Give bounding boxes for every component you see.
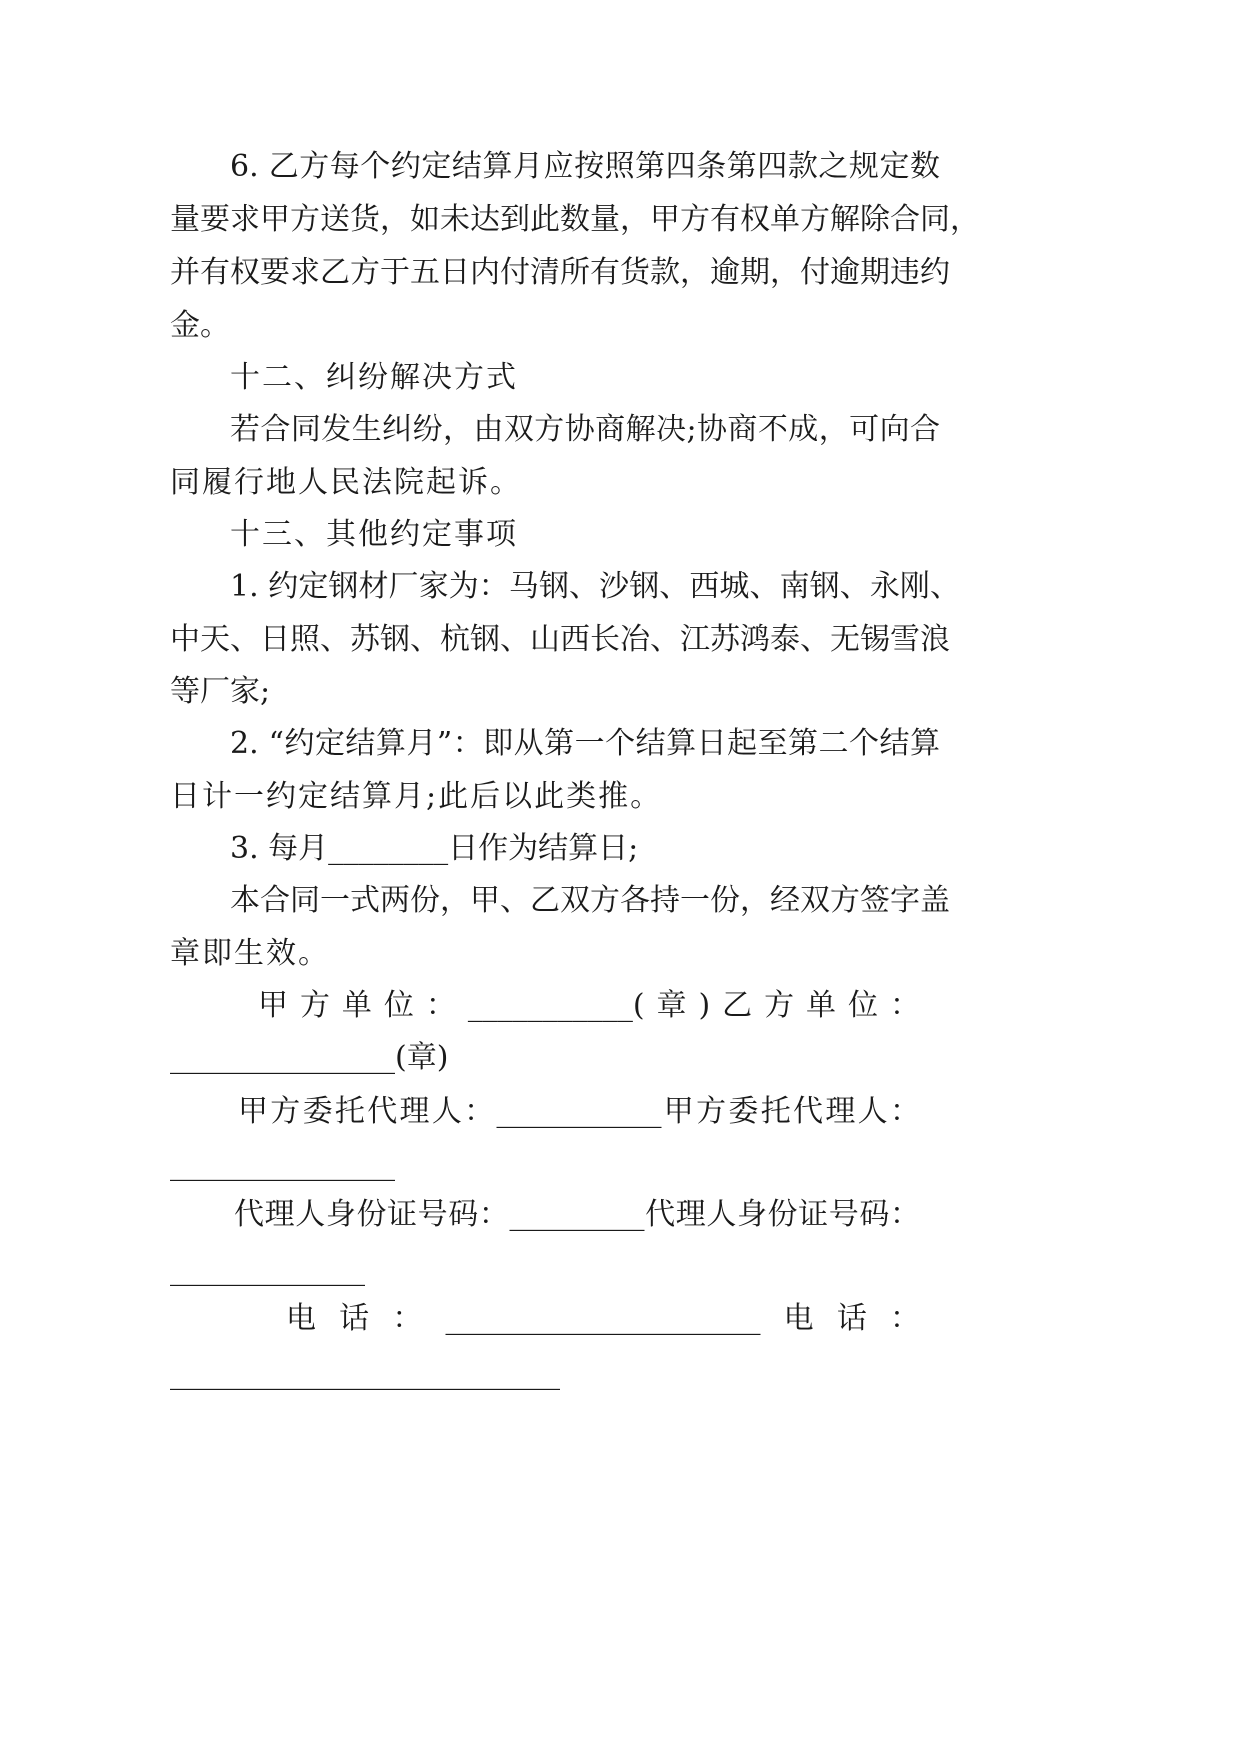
phone-line-1: 电话：_____________________电话： [286, 1301, 920, 1336]
authorized-agent-line-1: 甲方委托代理人：___________甲方委托代理人： [238, 1094, 920, 1129]
section-12-heading: 十二、纠纷解决方式 [230, 360, 518, 395]
item-1-line-2: 中天、日照、苏钢、杭钢、山西长冶、江苏鸿泰、无锡雪浪 [170, 622, 950, 657]
section-13-heading: 十三、其他约定事项 [230, 517, 518, 552]
agent-id-line-2: _____________ [170, 1252, 365, 1287]
item-2-line-2: 日计一约定结算月;此后以此类推。 [170, 779, 663, 814]
item-1-line-1: 1. 约定钢材厂家为：马钢、沙钢、西城、南钢、永刚、 [230, 569, 960, 604]
section-12-line-1: 若合同发生纠纷，由双方协商解决;协商不成，可向合 [230, 412, 940, 447]
item-3-settlement-day: 3. 每月________日作为结算日; [230, 831, 639, 866]
section-12-line-2: 同履行地人民法院起诉。 [170, 465, 522, 500]
party-unit-line-2: _______________(章) [170, 1040, 449, 1075]
authorized-agent-line-2: _______________ [170, 1147, 395, 1182]
clause-6-line-2: 量要求甲方送货，如未达到此数量，甲方有权单方解除合同， [170, 202, 980, 237]
item-1-line-3: 等厂家; [170, 674, 271, 709]
item-2-line-1: 2. “约定结算月”：即从第一个结算日起至第二个结算 [230, 726, 940, 761]
clause-6-line-4: 金。 [170, 308, 230, 343]
copies-line-2: 章即生效。 [170, 936, 330, 971]
party-unit-line-1: 甲方单位：___________(章)乙方单位： [258, 988, 920, 1023]
phone-line-2: __________________________ [170, 1356, 560, 1391]
copies-line-1: 本合同一式两份，甲、乙双方各持一份，经双方签字盖 [230, 883, 950, 918]
clause-6-line-1: 6. 乙方每个约定结算月应按照第四条第四款之规定数 [230, 149, 940, 184]
agent-id-line-1: 代理人身份证号码：_________代理人身份证号码： [234, 1197, 920, 1232]
clause-6-line-3: 并有权要求乙方于五日内付清所有货款，逾期，付逾期违约 [170, 255, 950, 290]
